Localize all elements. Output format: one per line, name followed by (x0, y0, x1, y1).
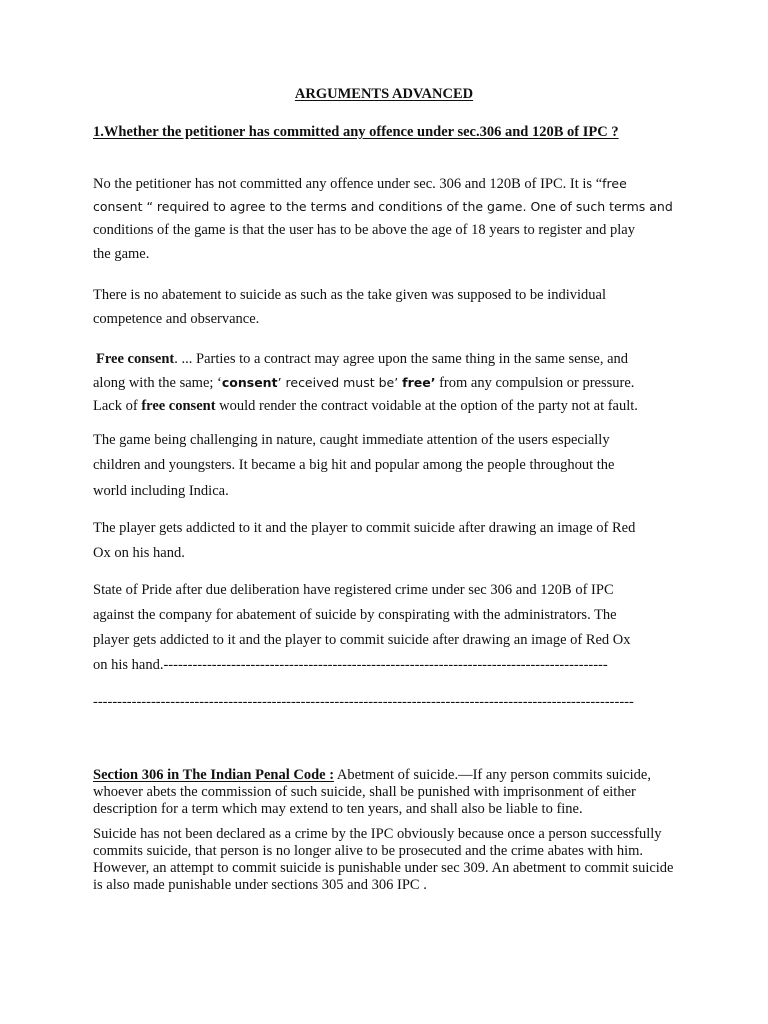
para3-line3-b: would render the contract voidable at the option of the party not at fault. (215, 398, 638, 414)
para3-line2-a: along with the same; ‘ (93, 375, 222, 391)
para3-line3 (93, 398, 638, 415)
para3-line2-c: from any compulsion or pressure. (435, 375, 635, 391)
para1-line3: conditions of the game is that the user has to be above the age of 18 years to register and play (93, 222, 635, 238)
consent-word: consent (221, 375, 278, 390)
para1-line4: the game. (93, 246, 150, 262)
para1-free-word: free (602, 176, 627, 191)
para6-line4: on his hand.-------------------------------------------------------------------------------------------- (93, 657, 608, 673)
para3-line3-a: Lack of (93, 398, 142, 414)
question-heading: 1.Whether the petitioner has committed any offence under sec.306 and 120B of IPC ? (93, 124, 619, 140)
para1-line1-text: No the petitioner has not committed any offence under sec. 306 and 120B of IPC. It is “ (93, 176, 603, 192)
para6-line5: ---------------------------------------------------------------------------------------------------------------- (93, 694, 634, 710)
free-consent-term-2: free consent (141, 398, 216, 414)
free-word: free’ (402, 375, 436, 390)
para5-line2: Ox on his hand. (93, 545, 185, 561)
para3-line2 (93, 375, 634, 392)
para2-line2: competence and observance. (93, 311, 260, 327)
document-heading: ARGUMENTS ADVANCED (294, 86, 474, 102)
free-consent-term: Free consent (96, 351, 175, 367)
section306-text: Abetment of suicide.—If any person commits suicide, whoever abets the commission of such suicide, shall be punished with imprisonment of either description for a term which may extend to ten years, and shall also be liable to fine. (93, 767, 651, 817)
para6-line3: player gets addicted to it and the player to commit suicide after drawing an image of Red Ox (93, 632, 631, 648)
para5-line1: The player gets addicted to it and the player to commit suicide after drawing an image of Red (93, 520, 636, 536)
para3-line1 (96, 351, 628, 368)
para4-line2: children and youngsters. It became a big hit and popular among the people throughout the (93, 457, 615, 473)
para4-line3: world including Indica. (93, 483, 229, 499)
para7-paragraph: Suicide has not been declared as a crime by the IPC obviously because once a person successfully commits suicide, that person is no longer alive to be prosecuted and the crime abates with him. However, an attempt to commit suicide is punishable under sec 309. An abetment to commit suicide is also made punishable under sections 305 and 306 IPC . (93, 826, 674, 893)
para6-line1: State of Pride after due deliberation have registered crime under sec 306 and 120B of IPC (93, 582, 614, 598)
section306-title: Section 306 in The Indian Penal Code : (93, 767, 335, 783)
para2-line1: There is no abatement to suicide as such as the take given was supposed to be individual (93, 287, 607, 303)
para1-line1 (93, 176, 627, 193)
para4-line1: The game being challenging in nature, caught immediate attention of the users especially (93, 432, 610, 448)
para3-line1-text: . ... Parties to a contract may agree upon the same thing in the same sense, and (174, 351, 629, 367)
para3-line2-b: ’ received must be’ (277, 375, 403, 390)
para6-line2: against the company for abatement of suicide by conspirating with the administrators. The (93, 607, 617, 623)
section306-paragraph (93, 767, 683, 818)
para1-line2: consent “ required to agree to the terms and conditions of the game. One of such terms and (93, 199, 673, 214)
